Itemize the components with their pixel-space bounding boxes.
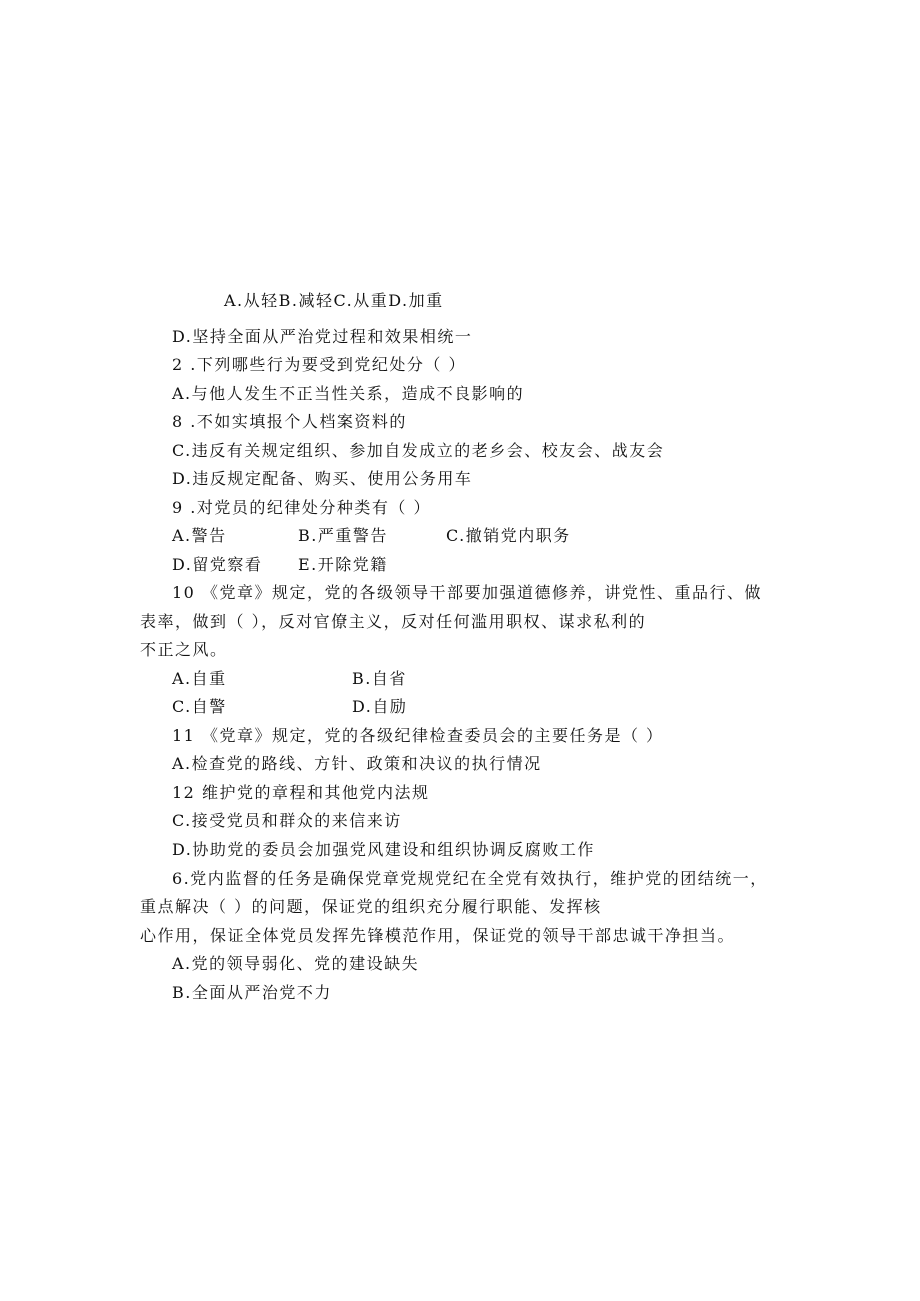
option-d-line: D.坚持全面从严治党过程和效果相统一 <box>172 327 473 346</box>
question-10: 10 《党章》规定，党的各级领导干部要加强道德修养，讲党性、重品行、做 <box>172 583 762 602</box>
question-6: 6.党内监督的任务是确保党章党规党纪在全党有效执行，维护党的团结统一， <box>172 869 768 888</box>
option-a-line: A.党的领导弱化、党的建设缺失 <box>172 954 420 973</box>
option-c-line: C.接受党员和群众的来信来访 <box>172 811 402 830</box>
option-b: B.严重警告 <box>298 526 388 545</box>
option-a-line: A.与他人发生不正当性关系，造成不良影响的 <box>172 384 525 403</box>
option-d: D.留党察看 <box>172 555 263 574</box>
option-d-line: D.违反规定配备、购买、使用公务用车 <box>172 469 473 488</box>
option-a: A.警告 <box>172 526 227 545</box>
question-10-continued: 表率，做到（ ），反对官僚主义，反对任何滥用职权、谋求私利的 <box>140 612 647 631</box>
option-a: A.自重 <box>172 669 227 688</box>
question-10-continued: 不正之风。 <box>140 640 228 659</box>
option-e: E.开除党籍 <box>298 555 388 574</box>
question-6-continued: 重点解决（ ）的问题，保证党的组织充分履行职能、发挥核 <box>140 897 602 916</box>
question-11: 11 《党章》规定，党的各级纪律检查委员会的主要任务是（ ） <box>172 726 664 745</box>
question-9: 9 .对党员的纪律处分种类有（ ） <box>172 498 431 517</box>
option-b: B.自省 <box>352 669 407 688</box>
question-6-continued: 心作用，保证全体党员发挥先锋模范作用，保证党的领导干部忠诚干净担当。 <box>140 926 736 945</box>
option-c: C.撤销党内职务 <box>446 526 571 545</box>
option-d: D.自励 <box>352 697 408 716</box>
answer-options-line: A.从轻B.减轻C.从重D.加重 <box>224 291 444 310</box>
option-c: C.自警 <box>172 697 227 716</box>
question-2: 2 .下列哪些行为要受到党纪处分（ ） <box>172 355 466 374</box>
option-d-line: D.协助党的委员会加强党风建设和组织协调反腐败工作 <box>172 840 595 859</box>
option-12-line: 12 维护党的章程和其他党内法规 <box>172 783 430 802</box>
option-b-line: B.全面从严治党不力 <box>172 983 332 1002</box>
option-c-line: C.违反有关规定组织、参加自发成立的老乡会、校友会、战友会 <box>172 441 665 460</box>
option-8-line: 8 .不如实填报个人档案资料的 <box>172 412 407 431</box>
option-a-line: A.检查党的路线、方针、政策和决议的执行情况 <box>172 754 542 773</box>
